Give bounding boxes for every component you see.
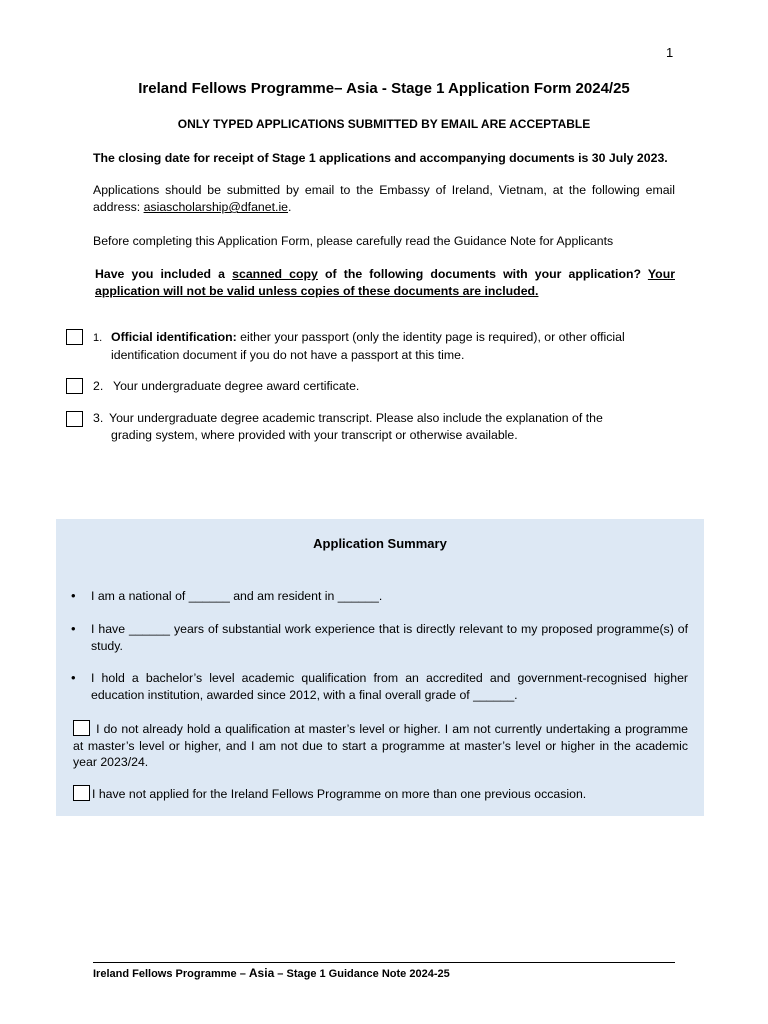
degree-certificate-checkbox[interactable] bbox=[66, 378, 83, 394]
transcript-checkbox[interactable] bbox=[66, 411, 83, 427]
document-item-transcript: 3. Your undergraduate degree academic transcript. Please also include the explanation of the grading system, where provided with your transcript or otherwise available. bbox=[93, 411, 603, 442]
masters-checkbox[interactable] bbox=[73, 720, 90, 736]
footer-divider bbox=[93, 962, 675, 963]
application-summary-panel bbox=[56, 519, 704, 816]
bullet-icon: • bbox=[71, 621, 76, 636]
bullet-icon: • bbox=[71, 588, 76, 603]
page-number: 1 bbox=[666, 45, 674, 60]
previous-application-checkbox[interactable] bbox=[73, 785, 90, 801]
page-subtitle: ONLY TYPED APPLICATIONS SUBMITTED BY EMAIL ARE ACCEPTABLE bbox=[177, 117, 591, 131]
validity-warning: Your application will not be valid unless copies of these documents are included. bbox=[95, 267, 675, 298]
email-link[interactable]: asiascholarship@dfanet.ie bbox=[143, 200, 289, 214]
submission-text: Applications should be submitted by email to the Embassy of Ireland, Vietnam, at the following email address: asiascholarship@dfanet.ie. bbox=[93, 183, 675, 214]
masters-declaration: I do not already hold a qualification at master’s level or higher. I am not currently undertaking a programme at master’s level or higher, and I am not due to start a programme at master’s level or higher in the academic year 2023/24. bbox=[73, 722, 688, 769]
guidance-text: Before completing this Application Form, please carefully read the Guidance Note for Applicants bbox=[93, 234, 614, 248]
work-experience-statement: I have ______ years of substantial work experience that is directly relevant to my proposed programme(s) of study. bbox=[91, 622, 688, 653]
closing-date-text: The closing date for receipt of Stage 1 applications and accompanying documents is 30 July 2023. bbox=[93, 151, 668, 165]
previous-application-declaration: I have not applied for the Ireland Fellows Programme on more than one previous occasion. bbox=[73, 785, 688, 803]
document-item-certificate: 2. Your undergraduate degree award certificate. bbox=[93, 379, 360, 393]
bullet-icon: • bbox=[71, 670, 76, 685]
summary-title: Application Summary bbox=[313, 536, 447, 551]
qualification-statement: I hold a bachelor’s level academic qualification from an accredited and government-recognised higher education institution, awarded since 2012, with a final overall grade of ______. bbox=[91, 671, 688, 702]
documents-question: Have you included a scanned copy of the following documents with your application? Your application will not be valid unless copies of these documents are included. bbox=[95, 267, 675, 298]
passport-checkbox[interactable] bbox=[66, 329, 83, 345]
nationality-statement: I am a national of ______ and am resident in ______. bbox=[91, 589, 383, 603]
page-footer: Ireland Fellows Programme – Asia – Stage 1 Guidance Note 2024-25 bbox=[93, 966, 450, 980]
page-title: Ireland Fellows Programme– Asia - Stage 1 Application Form 2024/25 bbox=[138, 80, 630, 97]
document-item-identification: 1. Official identification: either your passport (only the identity page is required), or other official identification document if you do not have a passport at this time. bbox=[93, 330, 625, 362]
